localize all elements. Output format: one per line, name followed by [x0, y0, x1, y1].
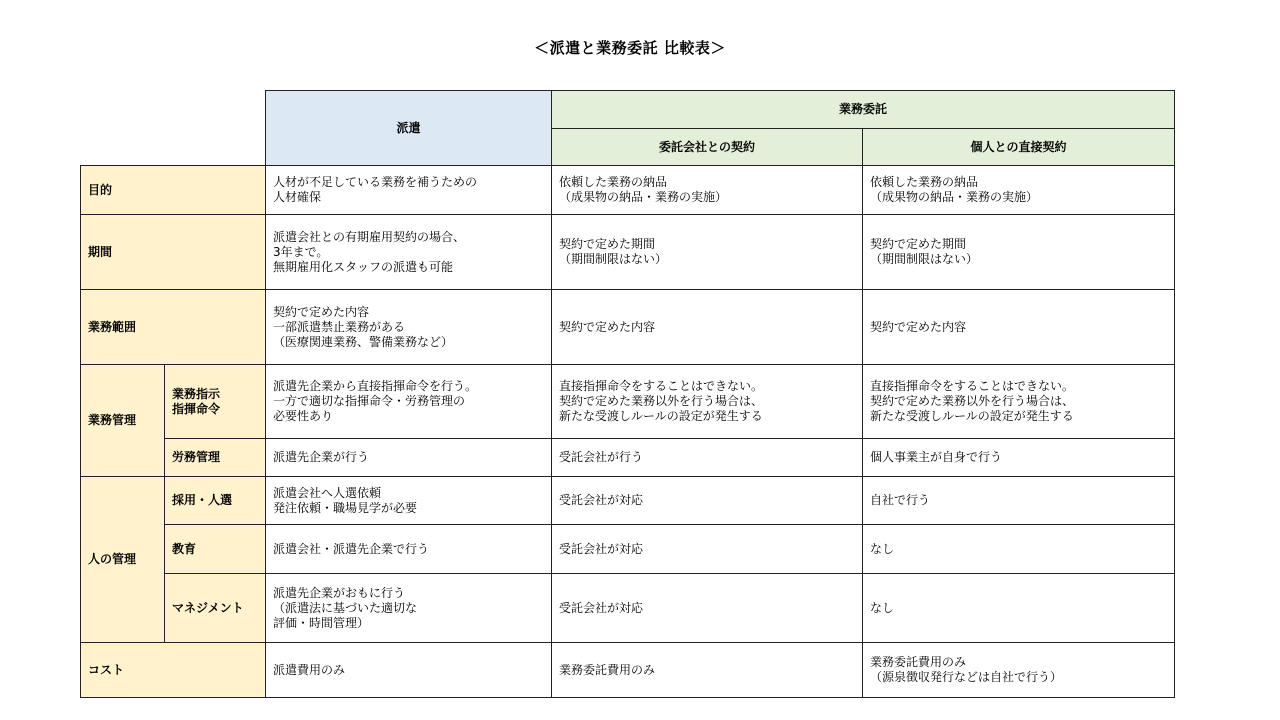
table-row-instruction — [81, 365, 1175, 439]
row-label-scope: 業務範囲 — [81, 290, 266, 365]
cost-dispatch-cell: 派遣費用のみ — [266, 643, 552, 698]
row-label-instruction: 業務指示 指揮命令 — [165, 365, 266, 439]
cost-individual-cell: 業務委託費用のみ （源泉徴収発行などは自社で行う） — [863, 643, 1175, 698]
management-dispatch-cell: 派遣先企業がおもに行う （派遣法に基づいた適切な 評価・時間管理） — [266, 574, 552, 643]
table-row-scope — [81, 290, 1175, 365]
header-blank-cell — [81, 91, 266, 166]
scope-individual-cell: 契約で定めた内容 — [863, 290, 1175, 365]
period-individual-cell: 契約で定めた期間 （期間制限はない） — [863, 215, 1175, 290]
education-company-cell: 受託会社が対応 — [552, 525, 863, 574]
hiring-individual-cell: 自社で行う — [863, 477, 1175, 525]
purpose-individual-cell: 依頼した業務の納品 （成果物の納品・業務の実施） — [863, 166, 1175, 215]
header-row-top — [81, 91, 1175, 129]
period-company-cell: 契約で定めた期間 （期間制限はない） — [552, 215, 863, 290]
table-row-labor — [81, 439, 1175, 477]
row-label-labor: 労務管理 — [165, 439, 266, 477]
scope-company-cell: 契約で定めた内容 — [552, 290, 863, 365]
labor-dispatch-cell: 派遣先企業が行う — [266, 439, 552, 477]
table-row-cost — [81, 643, 1175, 698]
labor-individual-cell: 個人事業主が自身で行う — [863, 439, 1175, 477]
hiring-dispatch-cell: 派遣会社へ人選依頼 発注依頼・職場見学が必要 — [266, 477, 552, 525]
table-row-period — [81, 215, 1175, 290]
management-company-cell: 受託会社が対応 — [552, 574, 863, 643]
table-row-management — [81, 574, 1175, 643]
table-row-purpose — [81, 166, 1175, 215]
header-company-contract: 委託会社との契約 — [552, 129, 863, 166]
table-row-education — [81, 525, 1175, 574]
cost-company-cell: 業務委託費用のみ — [552, 643, 863, 698]
instruction-individual-cell: 直接指揮命令をすることはできない。 契約で定めた業務以外を行う場合は、 新たな受渡しルールの設定が発生する — [863, 365, 1175, 439]
row-label-purpose: 目的 — [81, 166, 266, 215]
instruction-dispatch-cell: 派遣先企業から直接指揮命令を行う。 一方で適切な指揮命令・労務管理の 必要性あり — [266, 365, 552, 439]
header-outsourcing: 業務委託 — [552, 91, 1175, 129]
header-individual-contract: 個人との直接契約 — [863, 129, 1175, 166]
education-dispatch-cell: 派遣会社・派遣先企業で行う — [266, 525, 552, 574]
labor-company-cell: 受託会社が行う — [552, 439, 863, 477]
education-individual-cell: なし — [863, 525, 1175, 574]
row-label-education: 教育 — [165, 525, 266, 574]
row-label-management: マネジメント — [165, 574, 266, 643]
row-label-hiring: 採用・人選 — [165, 477, 266, 525]
page-title: ＜派遣と業務委託 比較表＞ — [534, 39, 726, 57]
header-dispatch: 派遣 — [266, 91, 552, 166]
scope-dispatch-cell: 契約で定めた内容 一部派遣禁止業務がある （医療関連業務、警備業務など） — [266, 290, 552, 365]
instruction-company-cell: 直接指揮命令をすることはできない。 契約で定めた業務以外を行う場合は、 新たな受渡しルールの設定が発生する — [552, 365, 863, 439]
purpose-dispatch-cell: 人材が不足している業務を補うための 人材確保 — [266, 166, 552, 215]
row-label-work-mgmt: 業務管理 — [81, 365, 165, 477]
management-individual-cell: なし — [863, 574, 1175, 643]
row-label-period: 期間 — [81, 215, 266, 290]
period-dispatch-cell: 派遣会社との有期雇用契約の場合、 3年まで。 無期雇用化スタッフの派遣も可能 — [266, 215, 552, 290]
hiring-company-cell: 受託会社が対応 — [552, 477, 863, 525]
row-label-cost: コスト — [81, 643, 266, 698]
purpose-company-cell: 依頼した業務の納品 （成果物の納品・業務の実施） — [552, 166, 863, 215]
comparison-table — [80, 90, 1175, 698]
row-label-people-mgmt: 人の管理 — [81, 477, 165, 643]
table-row-hiring — [81, 477, 1175, 525]
